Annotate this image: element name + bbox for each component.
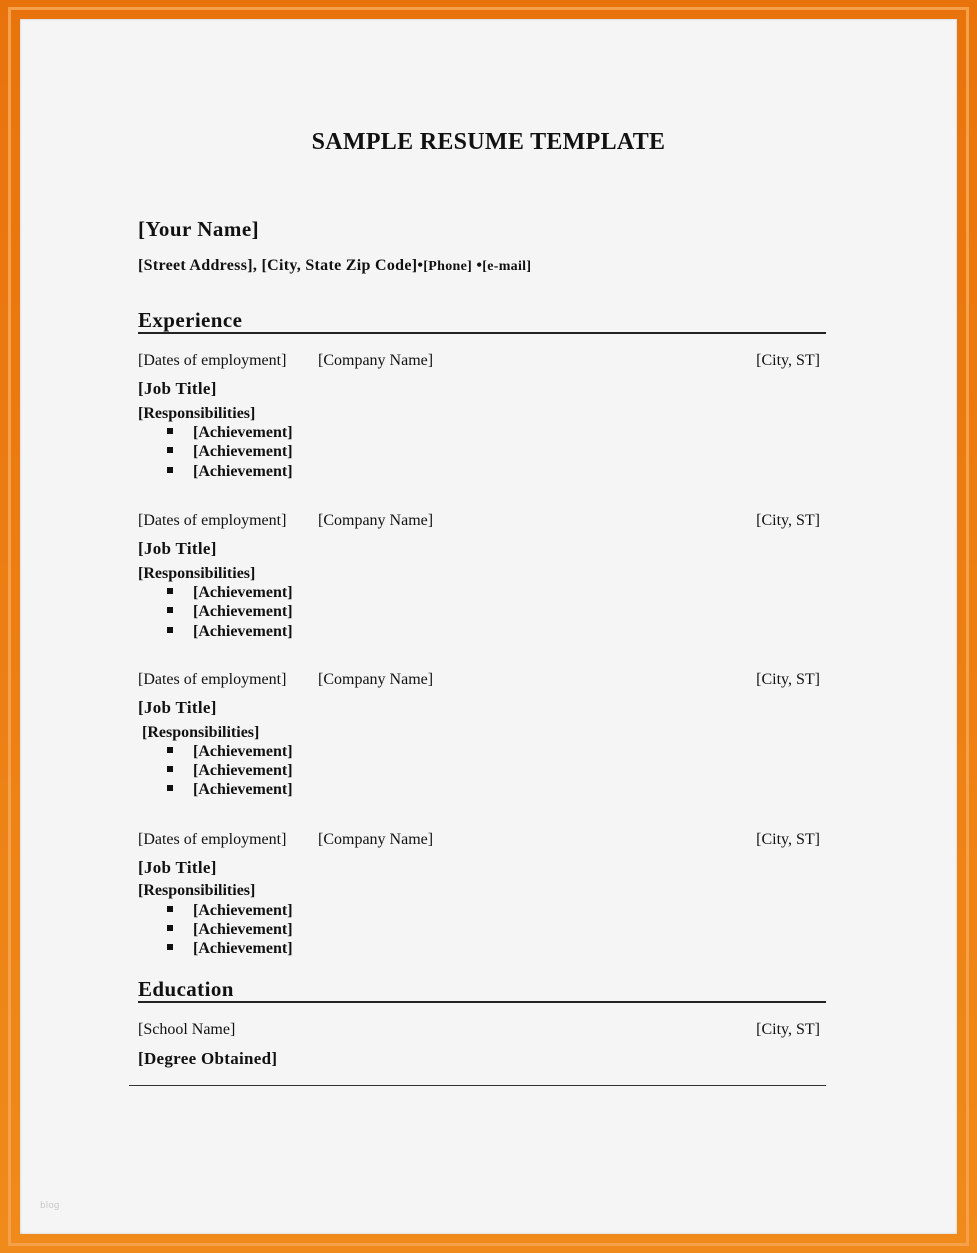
job-meta-row [138, 512, 820, 532]
achievement-text: [Achievement] [193, 623, 293, 640]
achievement-text: [Achievement] [193, 743, 293, 760]
job-dates: [Dates of employment] [138, 831, 287, 848]
experience-heading-text: Experience [138, 308, 243, 332]
square-bullet-icon [167, 607, 173, 613]
watermark-text: blog [40, 1201, 60, 1211]
achievement-text: [Achievement] [193, 921, 293, 938]
school-name: [School Name] [138, 1021, 236, 1038]
bottom-divider [129, 1085, 826, 1086]
job-entry [138, 831, 820, 971]
square-bullet-icon [167, 447, 173, 453]
job-location: [City, ST] [756, 512, 820, 529]
square-bullet-icon [167, 747, 173, 753]
achievement-item [167, 603, 293, 621]
achievement-item [167, 743, 293, 761]
job-dates: [Dates of employment] [138, 352, 287, 369]
job-company: [Company Name] [318, 831, 434, 848]
job-responsibilities: [Responsibilities] [142, 724, 260, 741]
job-responsibilities: [Responsibilities] [138, 565, 256, 582]
education-heading [138, 975, 826, 1003]
job-meta-row [138, 352, 820, 372]
job-meta-row [138, 831, 820, 851]
job-responsibilities: [Responsibilities] [138, 405, 256, 422]
square-bullet-icon [167, 785, 173, 791]
school-location: [City, ST] [756, 1021, 820, 1038]
achievement-item [167, 424, 293, 442]
job-company: [Company Name] [318, 512, 434, 529]
job-location: [City, ST] [756, 352, 820, 369]
job-entry [138, 352, 820, 492]
job-responsibilities: [Responsibilities] [138, 882, 256, 899]
job-company: [Company Name] [318, 352, 434, 369]
achievement-text: [Achievement] [193, 443, 293, 460]
square-bullet-icon [167, 467, 173, 473]
job-dates: [Dates of employment] [138, 512, 287, 529]
achievement-text: [Achievement] [193, 463, 293, 480]
achievement-text: [Achievement] [193, 424, 293, 441]
square-bullet-icon [167, 906, 173, 912]
achievement-item [167, 902, 293, 920]
achievement-item [167, 623, 293, 641]
your-name: [Your Name] [138, 217, 260, 241]
degree-obtained: [Degree Obtained] [138, 1049, 278, 1068]
square-bullet-icon [167, 766, 173, 772]
achievement-text: [Achievement] [193, 781, 293, 798]
square-bullet-icon [167, 944, 173, 950]
achievement-text: [Achievement] [193, 940, 293, 957]
square-bullet-icon [167, 588, 173, 594]
contact-line [138, 257, 531, 275]
job-title: [Job Title] [138, 379, 217, 398]
achievement-item [167, 443, 293, 461]
achievement-item [167, 762, 293, 780]
achievement-text: [Achievement] [193, 603, 293, 620]
phone: [Phone] [423, 259, 473, 274]
job-title: [Job Title] [138, 698, 217, 717]
square-bullet-icon [167, 925, 173, 931]
achievement-item [167, 921, 293, 939]
job-entry [138, 512, 820, 652]
job-company: [Company Name] [318, 671, 434, 688]
education-row [138, 1021, 820, 1041]
email: [e-mail] [482, 259, 532, 274]
job-dates: [Dates of employment] [138, 671, 287, 688]
achievement-item [167, 940, 293, 958]
achievement-item [167, 781, 293, 799]
street-address: [Street Address], [City, State Zip Code] [138, 257, 418, 274]
achievement-text: [Achievement] [193, 762, 293, 779]
page-title: SAMPLE RESUME TEMPLATE [311, 129, 666, 155]
job-entry [138, 671, 820, 811]
bullet-separator: • [476, 257, 483, 274]
resume-page [20, 19, 957, 1234]
square-bullet-icon [167, 428, 173, 434]
achievement-item [167, 584, 293, 602]
bullet-separator: • [417, 257, 424, 274]
achievement-text: [Achievement] [193, 902, 293, 919]
achievement-text: [Achievement] [193, 584, 293, 601]
job-location: [City, ST] [756, 831, 820, 848]
job-title: [Job Title] [138, 539, 217, 558]
job-location: [City, ST] [756, 671, 820, 688]
square-bullet-icon [167, 627, 173, 633]
experience-heading [138, 306, 826, 334]
education-heading-text: Education [138, 977, 234, 1001]
job-title: [Job Title] [138, 858, 217, 877]
achievement-item [167, 463, 293, 481]
job-meta-row [138, 671, 820, 691]
